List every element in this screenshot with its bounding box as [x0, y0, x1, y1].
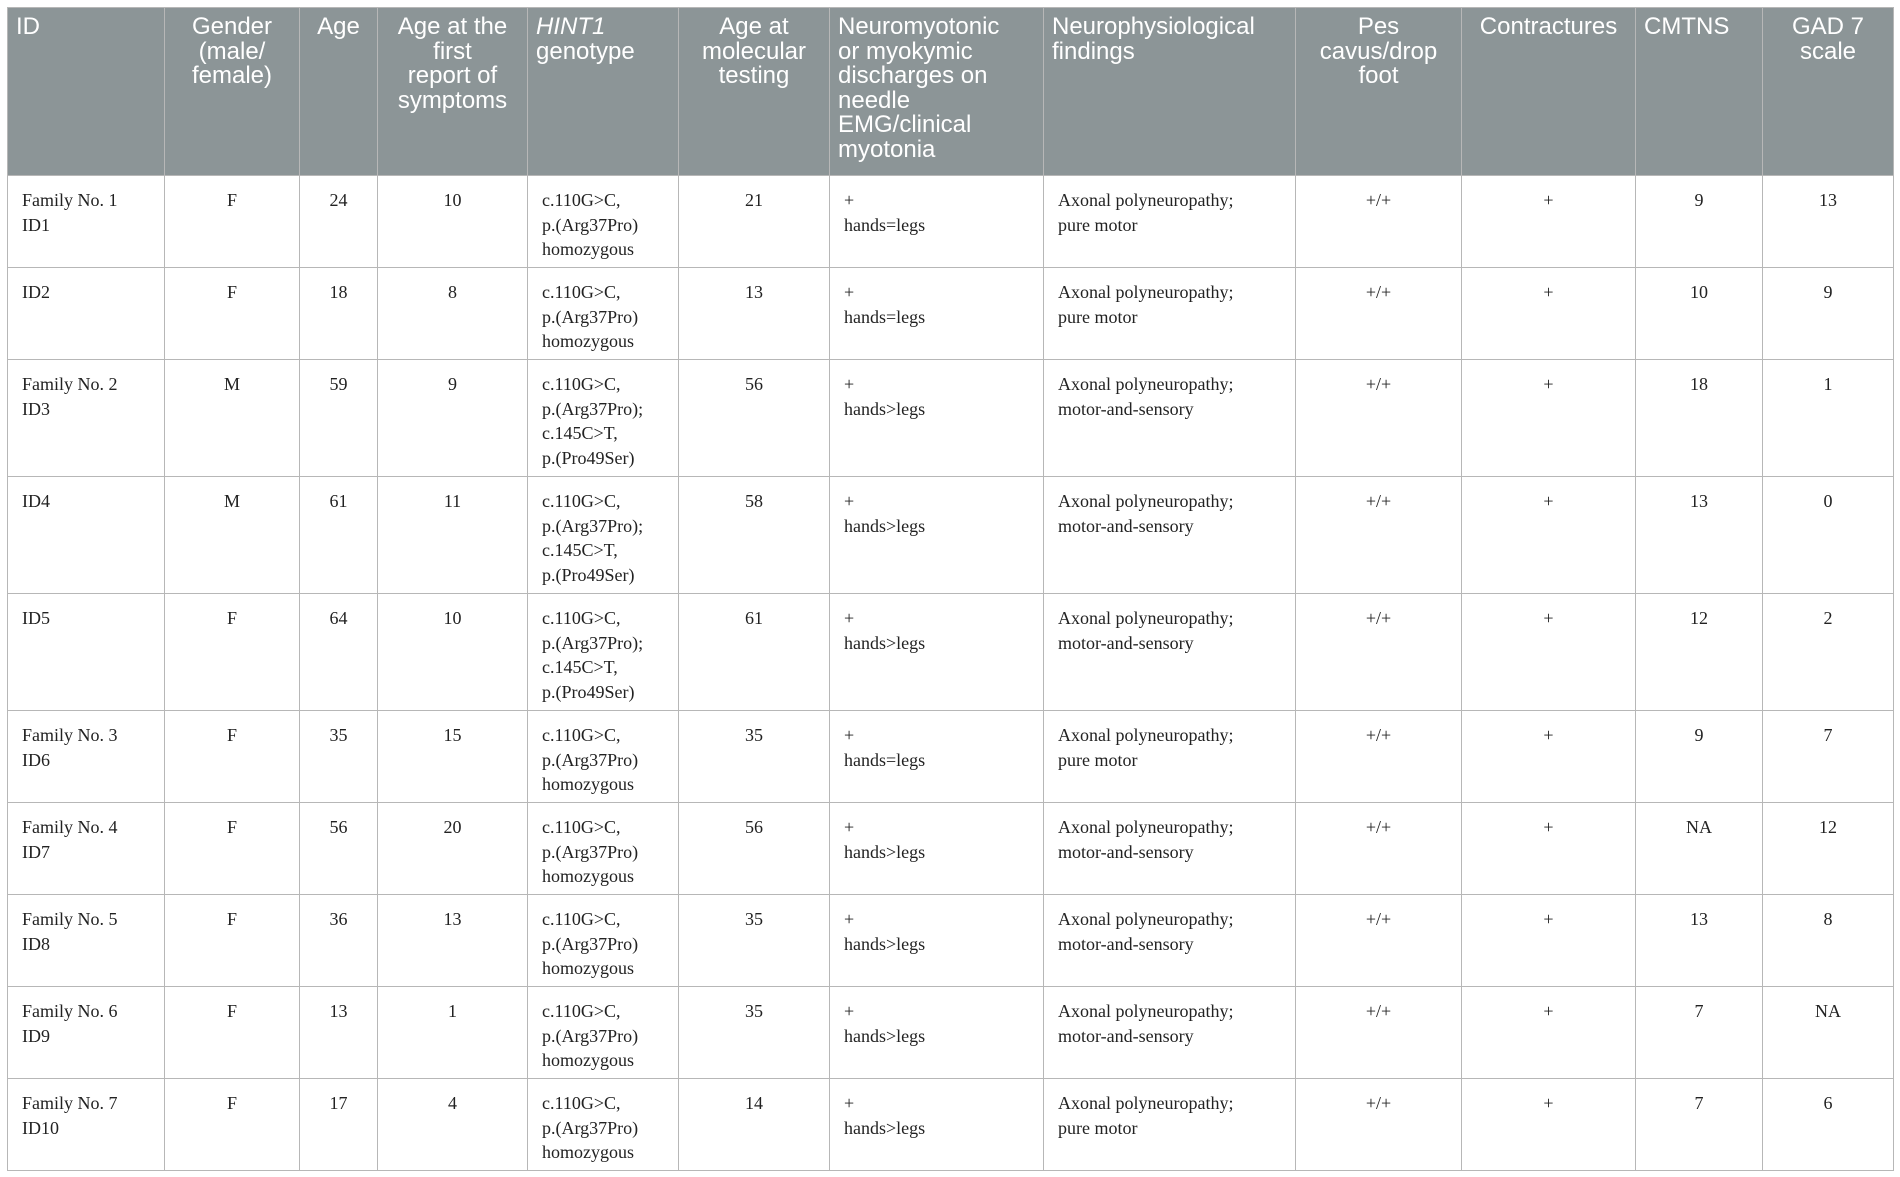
cell-first-report: 8 [378, 268, 528, 360]
header-cmtns-text: CMTNS [1644, 13, 1730, 40]
cell-molecular: 21 [679, 176, 830, 268]
cell-gad7: 6 [1763, 1079, 1894, 1171]
header-id-text: ID [16, 13, 40, 40]
cell-findings [1044, 895, 1296, 987]
cell-genotype-line: c.110G>C, [542, 282, 621, 302]
cell-id-line: ID8 [22, 933, 50, 954]
cell-genotype-line: p.(Pro49Ser) [542, 564, 635, 585]
cell-emg-line: hands=legs [844, 214, 926, 235]
cell-cmtns: 7 [1636, 1079, 1763, 1171]
table-row [8, 711, 1894, 803]
cell-age: 56 [300, 803, 378, 895]
cell-findings-line: motor-and-sensory [1058, 515, 1194, 536]
cell-first-report: 11 [378, 477, 528, 594]
cell-id [8, 477, 165, 594]
cell-genotype-line: p.(Arg37Pro) [542, 214, 639, 235]
cell-findings [1044, 594, 1296, 711]
cell-emg [830, 176, 1044, 268]
cell-findings [1044, 477, 1296, 594]
header-gender-line: (male/ [198, 37, 266, 65]
cell-findings [1044, 711, 1296, 803]
cell-genotype-line: c.145C>T, [542, 423, 618, 443]
cell-cmtns: 13 [1636, 895, 1763, 987]
cell-genotype [528, 594, 679, 711]
header-molecular-line: testing [718, 62, 790, 89]
cell-emg-line: + [844, 608, 855, 628]
cell-id-line: Family No. 1 [22, 190, 118, 210]
cell-id [8, 176, 165, 268]
header-genotype-gene [536, 15, 670, 40]
cell-genotype-line: c.145C>T, [542, 657, 618, 677]
cell-findings-line: pure motor [1058, 749, 1138, 770]
header-neuromyotonic-line: myotonia [838, 135, 936, 163]
cell-findings-line: motor-and-sensory [1058, 841, 1194, 862]
cell-emg [830, 895, 1044, 987]
cell-genotype-line: p.(Pro49Ser) [542, 447, 635, 468]
header-genotype-italic: HINT1 [536, 13, 606, 40]
cell-molecular: 14 [679, 1079, 830, 1171]
cell-age: 24 [300, 176, 378, 268]
cell-molecular: 61 [679, 594, 830, 711]
cell-molecular: 13 [679, 268, 830, 360]
cell-findings [1044, 1079, 1296, 1171]
cell-first-report: 13 [378, 895, 528, 987]
cell-cmtns: 18 [1636, 360, 1763, 477]
table-header [8, 8, 1894, 176]
header-molecular-line: Age at [719, 13, 789, 40]
cell-contractures: + [1462, 176, 1636, 268]
cell-gender: F [165, 803, 300, 895]
cell-cmtns: 10 [1636, 268, 1763, 360]
cell-pes-cavus: +/+ [1296, 987, 1462, 1079]
cell-id-line: ID5 [22, 608, 50, 628]
cell-pes-cavus: +/+ [1296, 176, 1462, 268]
cell-gender: F [165, 895, 300, 987]
cell-emg-line: hands>legs [844, 933, 926, 954]
cell-gender: M [165, 360, 300, 477]
cell-gender: F [165, 711, 300, 803]
cell-genotype-line: homozygous [542, 239, 634, 259]
cell-findings-line: Axonal polyneuropathy; [1058, 725, 1234, 745]
header-gender-line: female) [191, 62, 273, 89]
cell-first-report: 20 [378, 803, 528, 895]
cell-genotype [528, 268, 679, 360]
cell-emg-line: hands>legs [844, 841, 926, 862]
cell-pes-cavus: +/+ [1296, 711, 1462, 803]
cell-gender: F [165, 1079, 300, 1171]
cell-id-line: Family No. 2 [22, 374, 118, 394]
cell-genotype-line: p.(Arg37Pro) [542, 749, 639, 770]
header-genotype [528, 8, 679, 176]
header-neuromyotonic-line: Neuromyotonic [838, 13, 1000, 40]
cell-genotype-line: homozygous [542, 331, 634, 351]
cell-emg-line: hands=legs [844, 306, 926, 327]
header-pes-cavus-line: Pes [1357, 13, 1400, 40]
cell-contractures: + [1462, 477, 1636, 594]
header-gad7 [1763, 8, 1894, 176]
header-contractures [1462, 8, 1636, 176]
cell-contractures: + [1462, 711, 1636, 803]
cell-findings [1044, 268, 1296, 360]
cell-id-line: ID1 [22, 214, 50, 235]
cell-id-line: ID6 [22, 749, 50, 770]
cell-genotype-line: c.110G>C, [542, 909, 621, 929]
header-genotype-rest: genotype [536, 37, 635, 65]
cell-id [8, 895, 165, 987]
header-neuromyotonic [830, 8, 1044, 176]
cell-id [8, 268, 165, 360]
cell-emg-line: + [844, 725, 855, 745]
cell-findings-line: motor-and-sensory [1058, 632, 1194, 653]
cell-genotype-line: p.(Arg37Pro) [542, 841, 639, 862]
cell-pes-cavus: +/+ [1296, 477, 1462, 594]
cell-gender: M [165, 477, 300, 594]
cell-genotype-line: p.(Arg37Pro); [542, 632, 644, 653]
cell-emg-line: hands>legs [844, 398, 926, 419]
cell-findings-line: Axonal polyneuropathy; [1058, 282, 1234, 302]
cell-id-line: Family No. 4 [22, 817, 118, 837]
cell-genotype-line: p.(Arg37Pro) [542, 306, 639, 327]
cell-findings-line: Axonal polyneuropathy; [1058, 1093, 1234, 1113]
cell-molecular: 58 [679, 477, 830, 594]
cell-gad7: 1 [1763, 360, 1894, 477]
cell-emg [830, 803, 1044, 895]
cell-findings-line: motor-and-sensory [1058, 398, 1194, 419]
cell-first-report: 4 [378, 1079, 528, 1171]
cell-emg-line: + [844, 282, 855, 302]
cell-emg [830, 1079, 1044, 1171]
cell-emg [830, 594, 1044, 711]
header-id [8, 8, 165, 176]
cell-id-line: ID4 [22, 491, 50, 511]
header-first-report-line: report of [407, 62, 498, 89]
cell-id [8, 711, 165, 803]
cell-genotype-line: c.110G>C, [542, 374, 621, 394]
cell-cmtns: 13 [1636, 477, 1763, 594]
header-contractures-text: Contractures [1479, 13, 1618, 40]
cell-genotype-line: homozygous [542, 866, 634, 886]
cell-pes-cavus: +/+ [1296, 895, 1462, 987]
cell-id-line: ID10 [22, 1117, 59, 1138]
cell-findings-line: Axonal polyneuropathy; [1058, 374, 1234, 394]
cell-gad7: 8 [1763, 895, 1894, 987]
cell-gad7: 7 [1763, 711, 1894, 803]
cell-findings-line: pure motor [1058, 306, 1138, 327]
cell-cmtns: 9 [1636, 176, 1763, 268]
cell-gad7: NA [1763, 987, 1894, 1079]
cell-pes-cavus: +/+ [1296, 803, 1462, 895]
header-molecular-line: molecular [701, 37, 807, 65]
cell-age: 61 [300, 477, 378, 594]
cell-genotype-line: homozygous [542, 774, 634, 794]
cell-findings-line: motor-and-sensory [1058, 933, 1194, 954]
header-neuromyotonic-line: EMG/clinical [838, 111, 972, 138]
cell-findings-line: pure motor [1058, 1117, 1138, 1138]
cell-age: 17 [300, 1079, 378, 1171]
table-row [8, 803, 1894, 895]
cell-id-line: ID7 [22, 841, 50, 862]
cell-genotype [528, 477, 679, 594]
cell-emg-line: + [844, 190, 855, 210]
cell-emg-line: hands>legs [844, 515, 926, 536]
cell-id-line: ID2 [22, 282, 50, 302]
cell-findings-line: Axonal polyneuropathy; [1058, 491, 1234, 511]
cell-cmtns: 7 [1636, 987, 1763, 1079]
cell-genotype-line: homozygous [542, 1050, 634, 1070]
cell-id-line: Family No. 5 [22, 909, 118, 929]
cell-genotype-line: homozygous [542, 958, 634, 978]
cell-findings-line: pure motor [1058, 214, 1138, 235]
cell-genotype-line: c.110G>C, [542, 1093, 621, 1113]
cell-age: 35 [300, 711, 378, 803]
cell-emg [830, 360, 1044, 477]
cell-id [8, 360, 165, 477]
cell-id [8, 594, 165, 711]
cell-contractures: + [1462, 594, 1636, 711]
cell-gender: F [165, 176, 300, 268]
cell-gad7: 13 [1763, 176, 1894, 268]
cell-contractures: + [1462, 803, 1636, 895]
cell-emg-line: hands>legs [844, 1025, 926, 1046]
cell-emg-line: + [844, 374, 855, 394]
cell-first-report: 1 [378, 987, 528, 1079]
cell-id-line: Family No. 7 [22, 1093, 118, 1113]
cell-first-report: 10 [378, 594, 528, 711]
header-neuromyotonic-line: discharges on [838, 62, 988, 89]
header-age [300, 8, 378, 176]
table-row [8, 477, 1894, 594]
cell-gad7: 12 [1763, 803, 1894, 895]
cell-pes-cavus: +/+ [1296, 1079, 1462, 1171]
table-row [8, 987, 1894, 1079]
cell-molecular: 56 [679, 803, 830, 895]
cell-id-line: ID9 [22, 1025, 50, 1046]
cell-cmtns: 12 [1636, 594, 1763, 711]
cell-emg-line: + [844, 817, 855, 837]
cell-emg [830, 711, 1044, 803]
cell-emg-line: hands>legs [844, 632, 926, 653]
cell-gender: F [165, 987, 300, 1079]
cell-molecular: 35 [679, 895, 830, 987]
cell-id [8, 803, 165, 895]
cell-age: 36 [300, 895, 378, 987]
cell-gad7: 9 [1763, 268, 1894, 360]
cell-age: 18 [300, 268, 378, 360]
cell-id-line: ID3 [22, 398, 50, 419]
header-gad7-line: GAD 7 [1791, 13, 1865, 40]
cell-emg-line: + [844, 1093, 855, 1113]
header-pes-cavus-line: cavus/drop [1319, 37, 1438, 65]
table-row [8, 895, 1894, 987]
cell-genotype-line: c.110G>C, [542, 725, 621, 745]
cell-findings-line: motor-and-sensory [1058, 1025, 1194, 1046]
header-pes-cavus-line: foot [1358, 62, 1399, 89]
cell-gender: F [165, 268, 300, 360]
cell-findings [1044, 360, 1296, 477]
cell-genotype-line: c.110G>C, [542, 608, 621, 628]
cell-genotype-line: c.110G>C, [542, 817, 621, 837]
cell-contractures: + [1462, 360, 1636, 477]
cell-id [8, 987, 165, 1079]
cell-emg-line: hands>legs [844, 1117, 926, 1138]
cell-emg-line: hands=legs [844, 749, 926, 770]
cell-genotype [528, 711, 679, 803]
cell-findings [1044, 176, 1296, 268]
header-first-report-line: Age at the [397, 13, 508, 40]
header-neuromyotonic-line: needle [838, 86, 911, 114]
header-cmtns [1636, 8, 1763, 176]
table-row [8, 360, 1894, 477]
cell-genotype [528, 987, 679, 1079]
cell-pes-cavus: +/+ [1296, 594, 1462, 711]
cell-pes-cavus: +/+ [1296, 360, 1462, 477]
cell-findings-line: Axonal polyneuropathy; [1058, 608, 1234, 628]
header-neurophys-line: Neurophysiological [1052, 13, 1255, 40]
header-row [8, 8, 1894, 176]
cell-contractures: + [1462, 1079, 1636, 1171]
cell-genotype-line: c.110G>C, [542, 491, 621, 511]
cell-cmtns: NA [1636, 803, 1763, 895]
header-age-text: Age [317, 13, 360, 40]
cell-emg-line: + [844, 491, 855, 511]
header-gender-line: Gender [191, 13, 273, 40]
clinical-table [7, 7, 1894, 1171]
cell-genotype [528, 803, 679, 895]
cell-gender: F [165, 594, 300, 711]
cell-emg-line: + [844, 1001, 855, 1021]
table-body [8, 176, 1894, 1171]
cell-emg [830, 477, 1044, 594]
cell-id-line: Family No. 6 [22, 1001, 118, 1021]
cell-genotype-line: p.(Arg37Pro); [542, 398, 644, 419]
table-row [8, 1079, 1894, 1171]
table-row [8, 176, 1894, 268]
cell-pes-cavus: +/+ [1296, 268, 1462, 360]
header-neurophys-line: findings [1052, 37, 1135, 65]
header-gender [165, 8, 300, 176]
header-first-report-line: first [433, 37, 472, 65]
cell-genotype-line: p.(Arg37Pro) [542, 1117, 639, 1138]
header-first-report-line: symptoms [397, 86, 508, 114]
cell-findings-line: Axonal polyneuropathy; [1058, 817, 1234, 837]
header-neurophys [1044, 8, 1296, 176]
header-pes-cavus [1296, 8, 1462, 176]
table-row [8, 268, 1894, 360]
cell-genotype-line: p.(Arg37Pro); [542, 515, 644, 536]
cell-molecular: 56 [679, 360, 830, 477]
cell-age: 13 [300, 987, 378, 1079]
cell-genotype-line: c.110G>C, [542, 1001, 621, 1021]
cell-findings-line: Axonal polyneuropathy; [1058, 190, 1234, 210]
cell-first-report: 9 [378, 360, 528, 477]
cell-contractures: + [1462, 987, 1636, 1079]
cell-cmtns: 9 [1636, 711, 1763, 803]
cell-findings-line: Axonal polyneuropathy; [1058, 909, 1234, 929]
cell-genotype-line: p.(Arg37Pro) [542, 933, 639, 954]
cell-findings [1044, 803, 1296, 895]
cell-first-report: 15 [378, 711, 528, 803]
header-molecular [679, 8, 830, 176]
cell-findings [1044, 987, 1296, 1079]
cell-molecular: 35 [679, 987, 830, 1079]
cell-genotype [528, 895, 679, 987]
cell-findings-line: Axonal polyneuropathy; [1058, 1001, 1234, 1021]
cell-genotype [528, 360, 679, 477]
header-gad7-line: scale [1799, 37, 1857, 65]
cell-emg [830, 987, 1044, 1079]
cell-contractures: + [1462, 268, 1636, 360]
cell-genotype [528, 1079, 679, 1171]
cell-genotype-line: homozygous [542, 1142, 634, 1162]
cell-genotype-line: p.(Arg37Pro) [542, 1025, 639, 1046]
header-neuromyotonic-line: or myokymic [838, 37, 973, 65]
cell-genotype-line: c.145C>T, [542, 540, 618, 560]
table-row [8, 594, 1894, 711]
cell-genotype-line: p.(Pro49Ser) [542, 681, 635, 702]
header-first-report [378, 8, 528, 176]
cell-genotype [528, 176, 679, 268]
cell-gad7: 0 [1763, 477, 1894, 594]
cell-contractures: + [1462, 895, 1636, 987]
cell-age: 59 [300, 360, 378, 477]
cell-gad7: 2 [1763, 594, 1894, 711]
cell-age: 64 [300, 594, 378, 711]
cell-molecular: 35 [679, 711, 830, 803]
cell-id [8, 1079, 165, 1171]
cell-genotype-line: c.110G>C, [542, 190, 621, 210]
cell-emg-line: + [844, 909, 855, 929]
cell-id-line: Family No. 3 [22, 725, 118, 745]
cell-first-report: 10 [378, 176, 528, 268]
cell-emg [830, 268, 1044, 360]
